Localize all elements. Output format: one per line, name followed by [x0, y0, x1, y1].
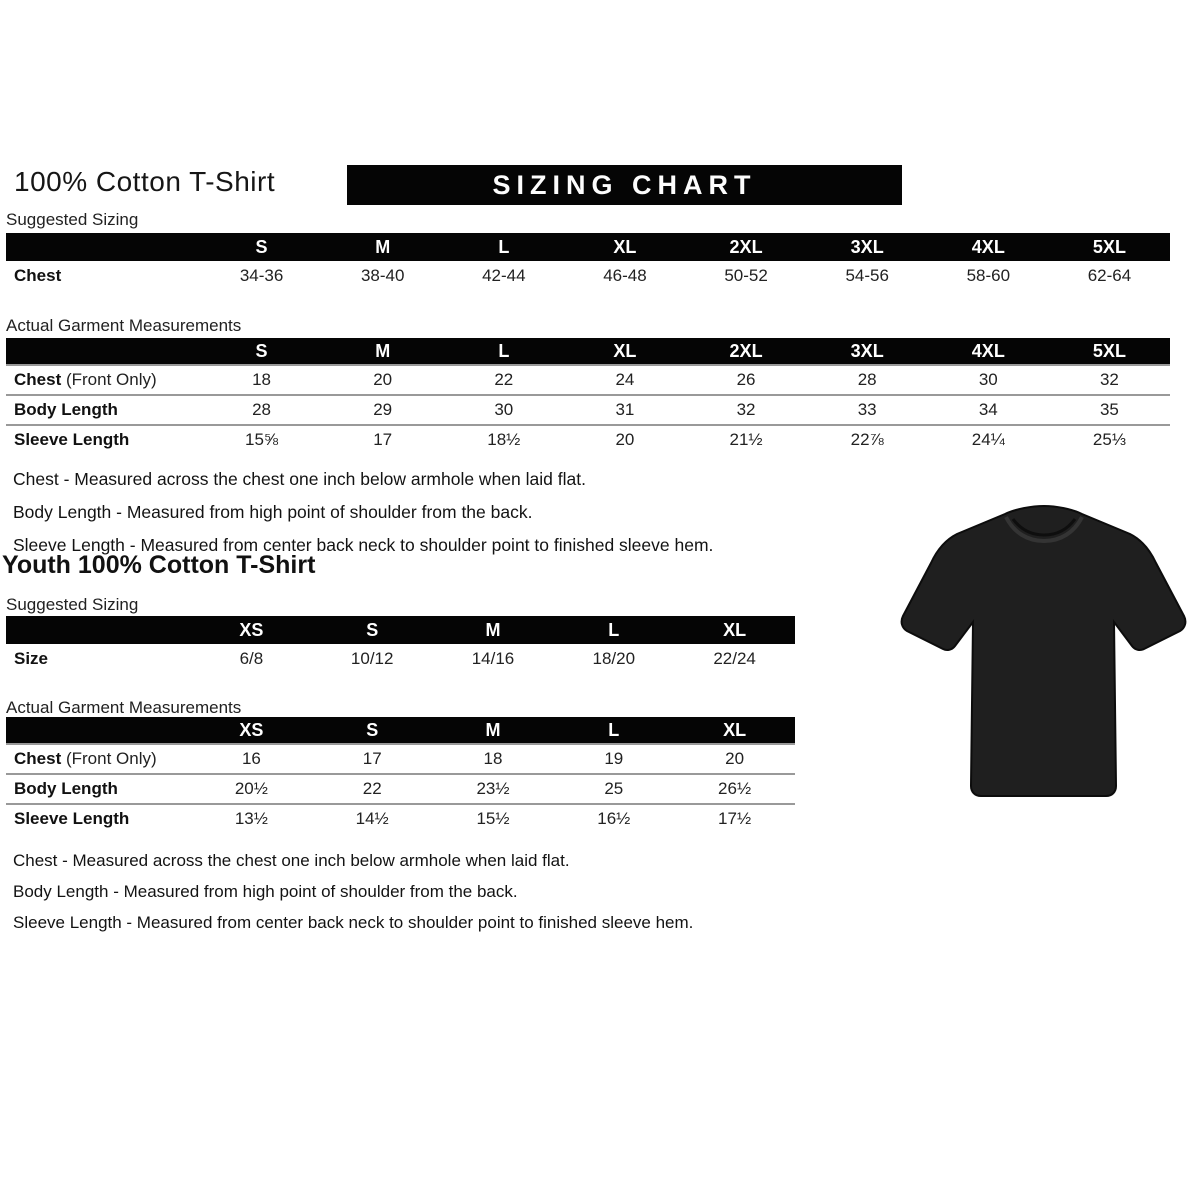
cell-value: 23½	[476, 779, 510, 798]
cell-value: 42-44	[482, 266, 526, 285]
column-header: L	[608, 719, 620, 740]
adult-measurement-notes	[13, 463, 713, 562]
column-header: M	[375, 340, 391, 361]
cell-value: 6/8	[239, 649, 264, 668]
cell-value: 20	[615, 430, 635, 449]
cell-value: 58-60	[966, 266, 1011, 285]
youth-section-title: Youth 100% Cotton T-Shirt	[2, 551, 316, 579]
row-label: Chest (Front Only)	[14, 749, 157, 768]
cell-value: 34-36	[239, 266, 284, 285]
column-header: 5XL	[1092, 236, 1126, 257]
cell-value: 18	[252, 370, 272, 389]
column-header: M	[485, 619, 501, 640]
cell-value: 15⅝	[245, 430, 279, 449]
tshirt-product-image	[893, 476, 1195, 816]
cell-value: 31	[615, 400, 635, 419]
adult-suggested-sizing-table	[6, 233, 1170, 291]
column-header: L	[608, 619, 620, 640]
cell-value: 32	[1099, 370, 1119, 389]
cell-value: 18½	[487, 430, 521, 449]
column-header: S	[366, 619, 379, 640]
column-header: 3XL	[850, 236, 884, 257]
row-label: Size	[14, 649, 49, 668]
column-header: XL	[613, 236, 637, 257]
note-chest: Chest - Measured across the chest one inch below armhole when laid flat.	[13, 851, 570, 870]
table-row	[6, 394, 1170, 424]
table-row	[6, 424, 1170, 454]
table-header-row	[6, 338, 1170, 364]
cell-value: 22	[494, 370, 514, 389]
cell-value: 22/24	[713, 649, 756, 668]
column-header: 3XL	[850, 340, 884, 361]
cell-value: 21½	[729, 430, 763, 449]
cell-value: 26½	[718, 779, 752, 798]
adult-actual-measurements-table	[6, 338, 1170, 454]
column-header: XL	[613, 340, 637, 361]
table-header-row	[6, 233, 1170, 261]
note-chest: Chest - Measured across the chest one inch below armhole when laid flat.	[13, 469, 586, 489]
cell-value: 35	[1099, 400, 1119, 419]
column-header: 4XL	[971, 340, 1005, 361]
cell-value: 17	[373, 430, 393, 449]
cell-value: 15½	[476, 809, 510, 828]
column-header: S	[366, 719, 379, 740]
cell-value: 10/12	[350, 649, 394, 668]
page-title: 100% Cotton T-Shirt	[14, 166, 276, 197]
row-label: Sleeve Length	[14, 809, 130, 828]
cell-value: 22	[362, 779, 382, 798]
column-header: S	[255, 236, 268, 257]
column-header: XL	[723, 719, 747, 740]
cell-value: 24	[615, 370, 635, 389]
cell-value: 22⅞	[850, 430, 884, 449]
table-row	[6, 803, 795, 833]
cell-value: 32	[736, 400, 756, 419]
cell-value: 16½	[597, 809, 631, 828]
note-body-length: Body Length - Measured from high point of shoulder from the back.	[13, 502, 533, 522]
cell-value: 14/16	[471, 649, 515, 668]
column-header: L	[498, 236, 510, 257]
cell-value: 34	[978, 400, 998, 419]
column-header: 2XL	[729, 236, 763, 257]
row-label: Body Length	[14, 779, 118, 798]
column-header: 4XL	[971, 236, 1005, 257]
cell-value: 24¼	[971, 430, 1005, 449]
column-header: L	[498, 340, 510, 361]
cell-value: 20	[373, 370, 393, 389]
cell-value: 20	[725, 749, 745, 768]
column-header: XS	[239, 719, 264, 740]
youth-actual-measurements-table	[6, 717, 795, 833]
note-sleeve-length: Sleeve Length - Measured from center back neck to shoulder point to finished sleeve hem.	[13, 913, 694, 932]
cell-value: 28	[857, 370, 877, 389]
cell-value: 19	[604, 749, 624, 768]
cell-value: 17	[362, 749, 382, 768]
cell-value: 30	[494, 400, 514, 419]
column-header: XS	[239, 619, 264, 640]
cell-value: 26	[736, 370, 756, 389]
column-header: XL	[723, 619, 747, 640]
cell-value: 13½	[234, 809, 268, 828]
cell-value: 28	[252, 400, 272, 419]
youth-suggested-sizing-table	[6, 616, 795, 674]
table-row	[6, 644, 795, 674]
cell-value: 62-64	[1087, 266, 1132, 285]
youth-suggested-sizing-label: Suggested Sizing	[6, 595, 139, 614]
cell-value: 25⅓	[1092, 430, 1126, 449]
column-header: S	[255, 340, 268, 361]
table-header-row	[6, 616, 795, 644]
column-header: 5XL	[1092, 340, 1126, 361]
cell-value: 30	[978, 370, 998, 389]
note-sleeve-length: Sleeve Length - Measured from center back neck to shoulder point to finished sleeve hem.	[13, 535, 714, 555]
row-label: Sleeve Length	[14, 430, 130, 449]
row-label: Body Length	[14, 400, 118, 419]
youth-measurement-notes	[13, 845, 693, 938]
table-row	[6, 773, 795, 803]
black-tshirt-icon	[893, 476, 1195, 816]
column-header: 2XL	[729, 340, 763, 361]
cell-value: 14½	[355, 809, 389, 828]
table-row	[6, 364, 1170, 394]
table-header-row	[6, 717, 795, 743]
row-label: Chest	[14, 266, 62, 285]
cell-value: 54-56	[845, 266, 889, 285]
cell-value: 18/20	[592, 649, 636, 668]
cell-value: 33	[857, 400, 877, 419]
row-label: Chest (Front Only)	[14, 370, 157, 389]
adult-actual-measurements-label: Actual Garment Measurements	[6, 316, 242, 335]
cell-value: 29	[373, 400, 393, 419]
note-body-length: Body Length - Measured from high point of shoulder from the back.	[13, 882, 518, 901]
column-header: M	[485, 719, 501, 740]
cell-value: 17½	[718, 809, 752, 828]
table-row	[6, 261, 1170, 291]
cell-value: 16	[241, 749, 261, 768]
cell-value: 38-40	[360, 266, 405, 285]
cell-value: 18	[483, 749, 503, 768]
cell-value: 46-48	[603, 266, 647, 285]
adult-suggested-sizing-label: Suggested Sizing	[6, 210, 139, 229]
table-row	[6, 743, 795, 773]
cell-value: 25	[604, 779, 624, 798]
youth-actual-measurements-label: Actual Garment Measurements	[6, 698, 242, 717]
cell-value: 20½	[234, 779, 268, 798]
sizing-chart-banner: SIZING CHART	[347, 165, 902, 205]
cell-value: 50-52	[724, 266, 768, 285]
column-header: M	[375, 236, 391, 257]
